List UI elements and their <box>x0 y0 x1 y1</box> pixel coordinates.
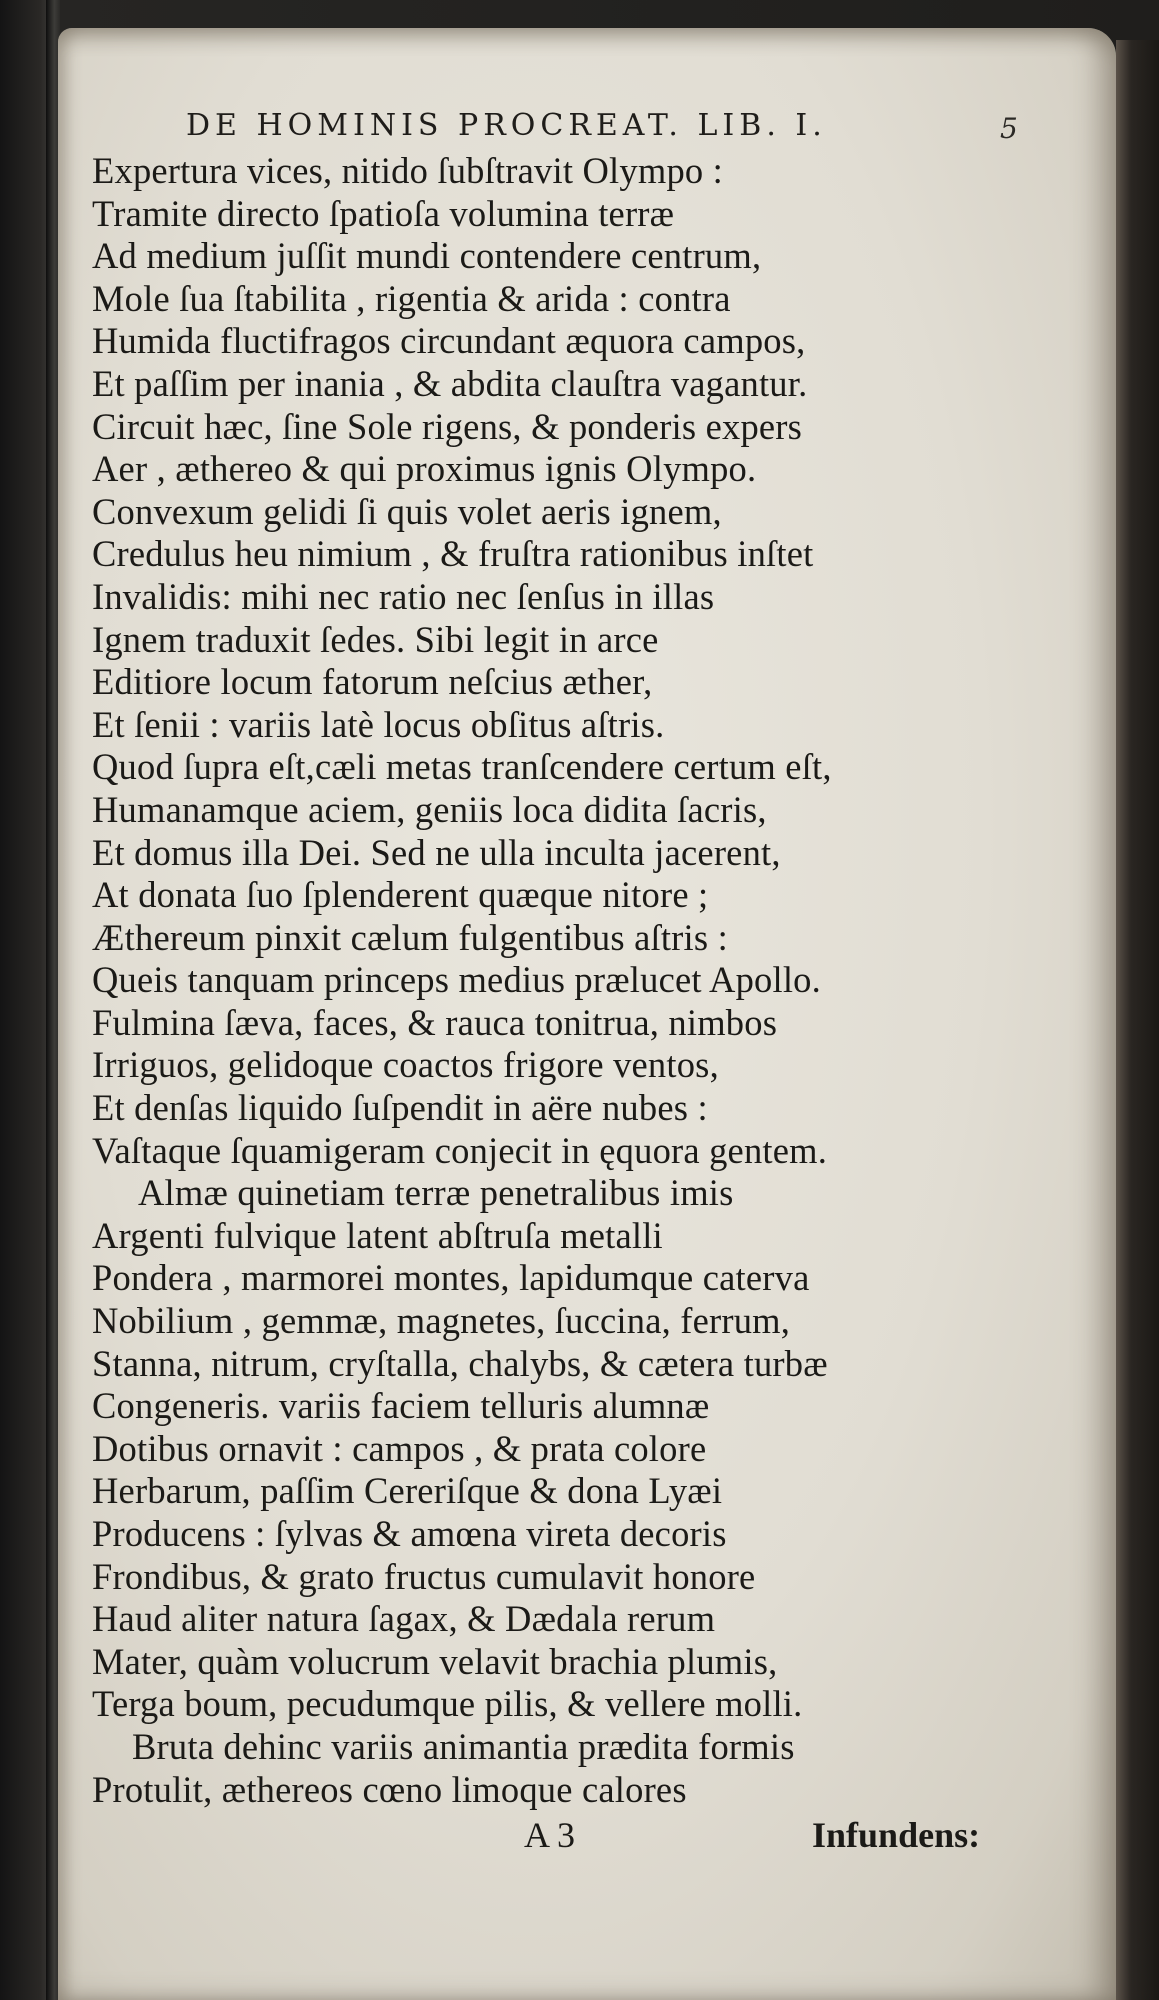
signature-mark: A 3 <box>524 1815 576 1855</box>
verse-line: Stanna, nitrum, cryſtalla, chalybs, & cætera turbæ <box>92 1342 828 1384</box>
verse-line: Tramite directo ſpatioſa volumina terræ <box>92 192 675 234</box>
page-number: 5 <box>1000 112 1018 145</box>
verse-line: Producens : ſylvas & amœna vireta decoris <box>92 1513 727 1554</box>
verse-line: Et paſſim per inania , & abdita clauſtra vagantur. <box>92 362 808 404</box>
verse-line: Et domus illa Dei. Sed ne ulla inculta jacerent, <box>92 831 781 873</box>
verse-line: Et ſenii : variis latè locus obſitus aſtris. <box>92 703 665 745</box>
verse-line: Convexum gelidi ſi quis volet aeris ignem, <box>92 490 722 532</box>
verse-line: Terga boum, pecudumque pilis, & vellere molli. <box>92 1683 803 1725</box>
verse-line: Pondera , marmorei montes, lapidumque caterva <box>92 1257 810 1299</box>
verse-line: Bruta dehinc variis animantia prædita formis <box>132 1725 795 1767</box>
verse-line: Almæ quinetiam terræ penetralibus imis <box>138 1172 734 1214</box>
verse-line: Frondibus, & grato fructus cumulavit honore <box>92 1555 756 1597</box>
verse-line: Ignem traduxit ſedes. Sibi legit in arce <box>92 618 659 660</box>
verse-line: Quod ſupra eſt,cæli metas tranſcendere certum eſt, <box>92 746 832 788</box>
verse-line: Vaſtaque ſquamigeram conjecit in ęquora gentem. <box>92 1129 828 1171</box>
verse-line: Haud aliter natura ſagax, & Dædala rerum <box>92 1598 716 1640</box>
verse-line: Argenti fulvique latent abſtruſa metalli <box>92 1214 663 1256</box>
verse-line: Circuit hæc, ſine Sole rigens, & ponderis expers <box>92 405 803 447</box>
verse-line: Queis tanquam princeps medius prælucet Apollo. <box>92 959 821 1001</box>
verse-line: Dotibus ornavit : campos , & prata colore <box>92 1427 707 1469</box>
verse-line: Et denſas liquido ſuſpendit in aëre nubes : <box>92 1087 708 1129</box>
verse-text <box>92 150 1052 1811</box>
page-edges <box>1116 40 1159 2000</box>
verse-line: At donata ſuo ſplenderent quæque nitore ; <box>92 874 709 916</box>
verse-line: Aer , æthereo & qui proximus ignis Olympo. <box>92 448 757 490</box>
verse-line: Ad medium juſſit mundi contendere centrum, <box>92 235 762 277</box>
verse-line: Æthereum pinxit cælum fulgentibus aſtris : <box>92 916 728 958</box>
verse-line: Nobilium , gemmæ, magnetes, ſuccina, ferrum, <box>92 1300 791 1342</box>
verse-line: Herbarum, paſſim Cereriſque & dona Lyæi <box>92 1470 723 1512</box>
verse-line: Humanamque aciem, geniis loca didita ſacris, <box>92 788 767 830</box>
verse-line: Protulit, æthereos cœno limoque calores <box>92 1768 687 1810</box>
verse-line: Irriguos, gelidoque coactos frigore ventos, <box>92 1044 719 1086</box>
verse-line: Mater, quàm volucrum velavit brachia plumis, <box>92 1640 778 1682</box>
verse-line: Humida fluctifragos circundant æquora campos, <box>92 320 806 362</box>
verse-line: Mole ſua ſtabilita , rigentia & arida : contra <box>92 277 731 319</box>
catchword: Infundens: <box>812 1815 981 1855</box>
verse-line: Congeneris. variis faciem telluris alumnæ <box>92 1385 710 1427</box>
verse-line: Invalidis: mihi nec ratio nec ſenſus in illas <box>92 575 715 617</box>
verse-line: Editiore locum fatorum neſcius æther, <box>92 661 653 703</box>
running-head: DE HOMINIS PROCREAT. LIB. I. <box>186 108 827 143</box>
verse-line: Credulus heu nimium , & fruſtra rationibus inſtet <box>92 533 814 575</box>
verse-line: Fulmina ſæva, faces, & rauca tonitrua, nimbos <box>92 1001 778 1043</box>
verse-line: Expertura vices, nitido ſubſtravit Olympo : <box>92 150 724 191</box>
